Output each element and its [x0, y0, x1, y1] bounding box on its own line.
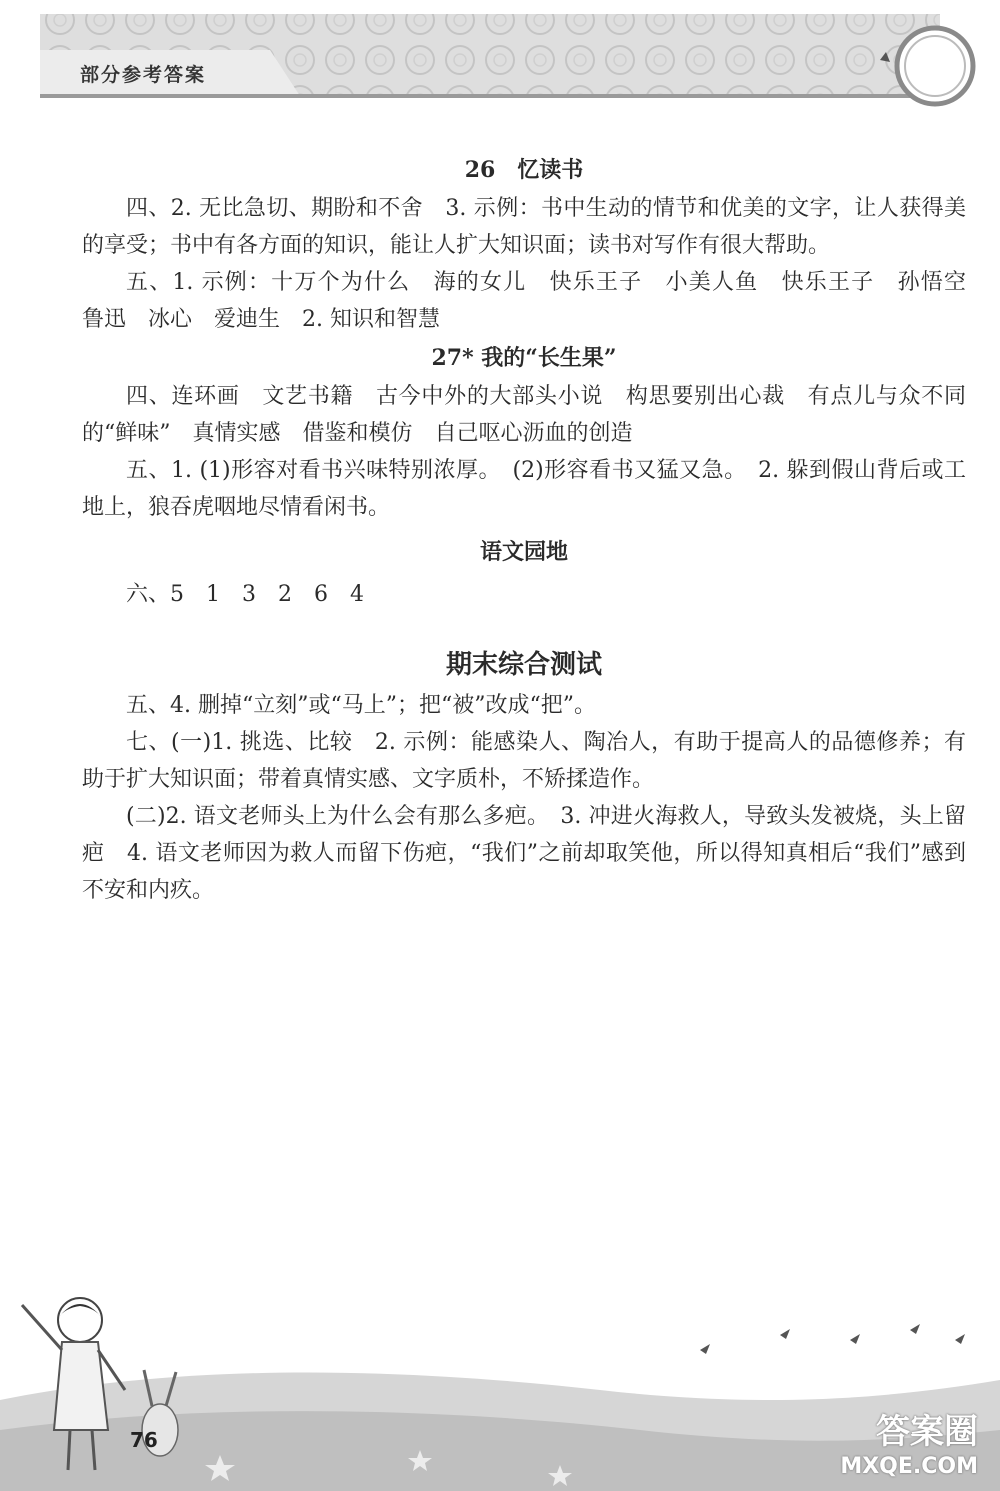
- paragraph: 六、5 1 3 2 6 4: [126, 582, 364, 607]
- answer-content: [82, 150, 989, 909]
- header-title: 部分参考答案: [80, 64, 207, 86]
- paragraph: 四、连环画 文艺书籍 古今中外的大部头小说 构思要别出心裁 有点儿与众不同的“鲜味” 真情实感 借鉴和模仿 自己呕心沥血的创造: [82, 384, 966, 446]
- paragraph: 四、2. 无比急切、期盼和不舍 3. 示例：书中生动的情节和优美的文字，让人获得美的享受；书中有各方面的知识，能让人扩大知识面；读书对写作有很大帮助。: [82, 196, 966, 258]
- paragraph: 五、1. 示例：十万个为什么 海的女儿 快乐王子 小美人鱼 快乐王子 孙悟空 鲁迅 冰心 爱迪生 2. 知识和智慧: [82, 270, 989, 332]
- watermark-logo-text: 答案圈: [876, 1412, 978, 1452]
- section-title-final-test: 期末综合测试: [445, 650, 602, 680]
- site-watermark: [840, 1412, 978, 1482]
- section-title-yuwen-yuandi: 语文园地: [479, 539, 568, 565]
- paragraph: 七、(一)1. 挑选、比较 2. 示例：能感染人、陶冶人，有助于提高人的品德修养；有助于扩大知识面；带着真情实感、文字质朴，不矫揉造作。: [82, 730, 966, 792]
- paragraph: (二)2. 语文老师头上为什么会有那么多疤。 3. 冲进火海救人，导致头发被烧，头上留疤 4. 语文老师因为救人而留下伤疤，“我们”之前却取笑他，所以得知真相后“我们”感到不安和内疚。: [82, 804, 966, 903]
- page-number: 76: [130, 1428, 158, 1452]
- paragraph: 五、4. 删掉“立刻”或“马上”；把“被”改成“把”。: [126, 693, 596, 718]
- section-title-26: 26 忆读书: [464, 157, 584, 183]
- paragraph: 五、1. (1)形容对看书兴味特别浓厚。 (2)形容看书又猛又急。 2. 躲到假山背后或工地上，狼吞虎咽地尽情看闲书。: [82, 458, 966, 520]
- page-header: [0, 0, 1000, 110]
- header-banner-graphic: [0, 0, 1000, 110]
- watermark-url: MXQE.COM: [840, 1454, 978, 1479]
- section-title-27: 27* 我的“长生果”: [431, 345, 617, 371]
